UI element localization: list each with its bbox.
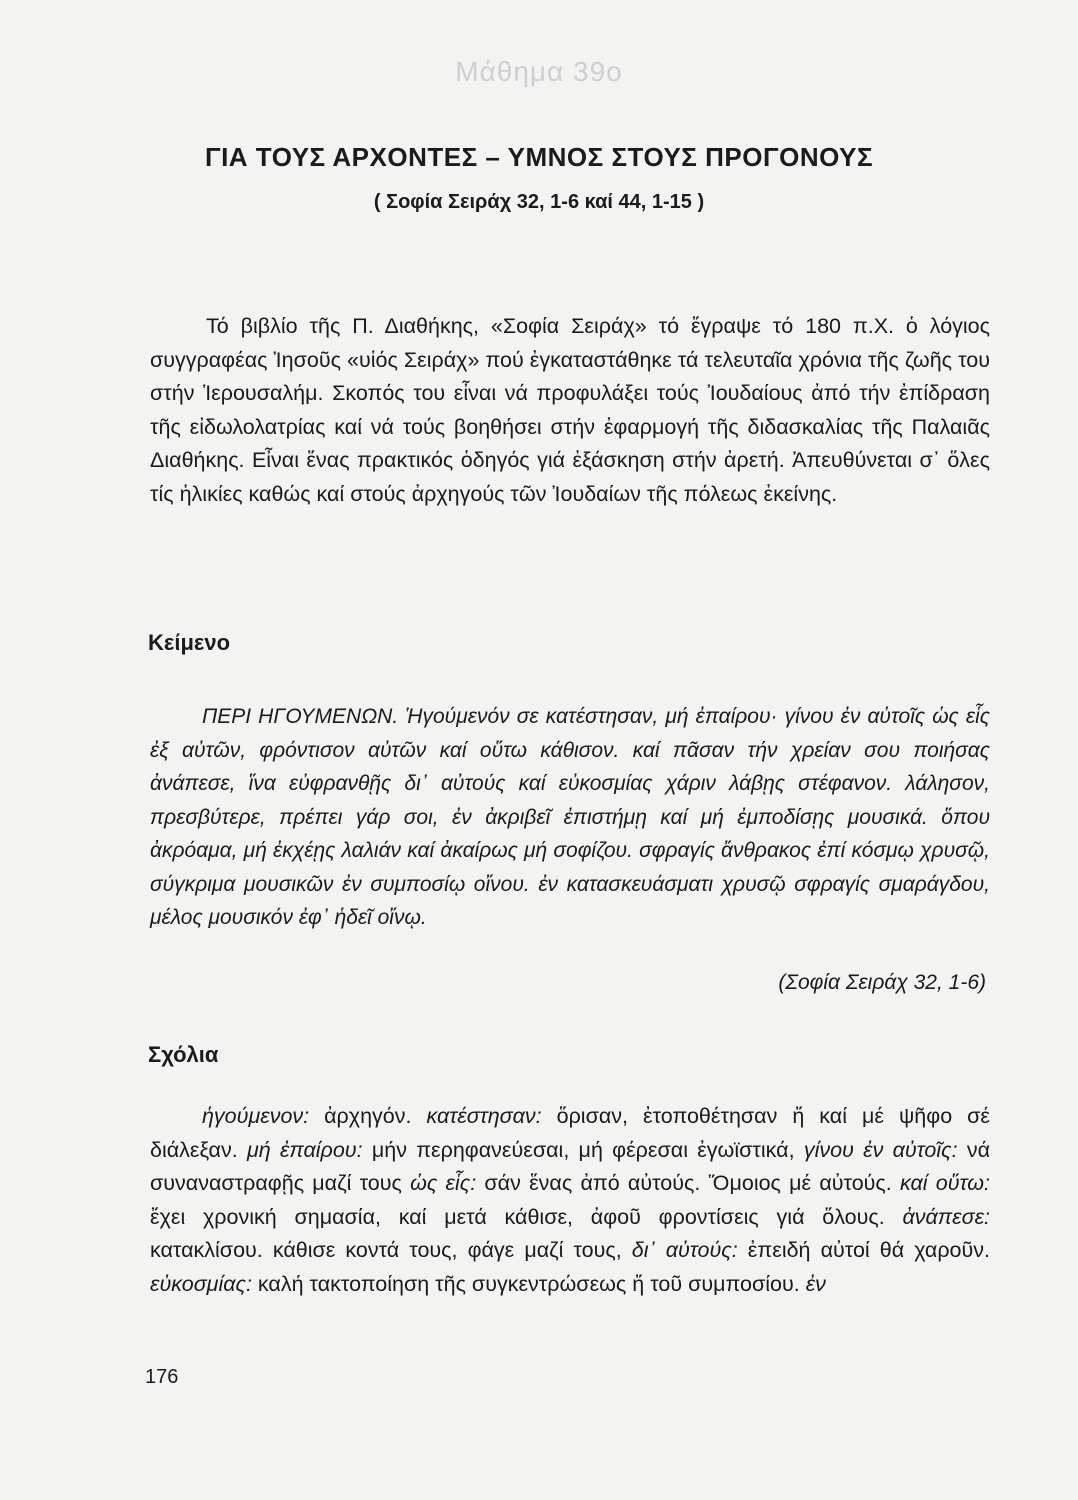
notes-section-heading: Σχόλια: [148, 1042, 219, 1067]
note-gloss: μήν περηφανεύεσαι, μή φέρεσαι ἐγωϊστικά,: [362, 1137, 804, 1162]
lesson-label: Μάθημα 39ο: [455, 56, 623, 87]
note-term: ὡς εἷς:: [410, 1171, 477, 1196]
note-term: ἐν: [805, 1271, 826, 1296]
note-gloss: σάν ἕνας ἀπό αὐτούς. Ὅμοιος μέ αὐτούς.: [476, 1171, 900, 1196]
scripture-text: ΠΕΡΙ ΗΓΟΥΜΕΝΩΝ. Ἡγούμενόν σε κατέστησαν, μή ἐπαίρου· γίνου ἐν αὐτοῖς ὡς εἷς ἐξ αὐτῶν, φρόντισον αὐτῶν καί οὕτω κάθισον. καί πᾶσαν τήν χρείαν σου ποιήσας ἀνάπεσε, ἵνα εὐφρανθῇς δι᾽ αὐτούς καί εὐκοσμίας χάριν λάβῃς στέφανον. λάλησον, πρεσβύτερε, πρέπει γάρ σοι, ἐν ἀκριβεῖ ἐπιστήμῃ καί μή ἐμποδίσῃς μουσικά. ὅπου ἀκρόαμα, μή ἐκχέῃς λαλιάν καί ἀκαίρως μή σοφίζου. σφραγίς ἄνθρακος ἐπί κόσμῳ χρυσῷ, σύγκριμα μουσικῶν ἐν συμποσίῳ οἴνου. ἐν κατασκευάσματι χρυσῷ σφραγίς σμαράγδου, μέλος μουσικόν ἐφ᾽ ἡδεῖ οἴνῳ.: [150, 705, 990, 929]
scripture-citation: (Σοφία Σειράχ 32, 1-6): [778, 971, 986, 994]
note-term: κατέστησαν:: [426, 1104, 542, 1128]
note-gloss: ἐπειδή αὐτοί θά χαροῦν.: [737, 1238, 990, 1263]
note-term: ἀνάπεσε:: [902, 1204, 990, 1229]
note-term: γίνου ἐν αὐτοῖς:: [803, 1137, 958, 1162]
note-term: δι᾽ αὐτούς:: [631, 1238, 738, 1263]
note-gloss: ἀρχηγόν.: [309, 1104, 427, 1128]
notes-paragraph: [150, 1100, 990, 1302]
note-gloss: καλή τακτοποίηση τῆς συγκεντρώσεως ἤ τοῦ συμποσίου.: [251, 1271, 806, 1296]
note-gloss: ὅρισαν, ἐτοποθέτησαν ἤ καί μέ ψῆφο σέ διάλεξαν.: [150, 1104, 991, 1162]
page-number: 176: [145, 1366, 179, 1388]
note-term: μή ἐπαίρου:: [246, 1137, 363, 1162]
note-term: καί οὕτω:: [900, 1171, 990, 1196]
note-term: εὐκοσμίας:: [150, 1271, 252, 1296]
note-gloss: ἔχει χρονική σημασία, καί μετά κάθισε, ἀφοῦ φροντίσεις γιά ὅλους.: [150, 1204, 903, 1229]
note-term: ἡγούμενον:: [202, 1104, 310, 1128]
text-section-heading: Κείμενο: [148, 630, 231, 655]
note-gloss: κατακλίσου. κάθισε κοντά τους, φάγε μαζί τους,: [150, 1238, 632, 1263]
intro-paragraph: Τό βιβλίο τῆς Π. Διαθήκης, «Σοφία Σειράχ» τό ἔγραψε τό 180 π.Χ. ὁ λόγιος συγγραφέας Ἰησοῦς «υἱός Σειράχ» πού ἐγκαταστάθηκε τά τελευταῖα χρόνια τῆς ζωῆς του στήν Ἱερουσαλήμ. Σκοπός του εἶναι νά προφυλάξει τούς Ἰουδαίους ἀπό τήν ἐπίδραση τῆς εἰδωλολατρίας καί νά τούς βοηθήσει στήν ἐφαρμογή τῆς διδασκαλίας τῆς Παλαιᾶς Διαθήκης. Εἶναι ἕνας πρακτικός ὁδηγός γιά ἐξάσκηση στήν ἀρετή. Ἀπευθύνεται σ᾽ ὅλες τίς ἡλικίες καθώς καί στούς ἀρχηγούς τῶν Ἰουδαίων τῆς πόλεως ἐκείνης.: [150, 314, 990, 506]
page-title: ΓΙΑ ΤΟΥΣ ΑΡΧΟΝΤΕΣ – ΥΜΝΟΣ ΣΤΟΥΣ ΠΡΟΓΟΝΟΥΣ: [204, 142, 874, 172]
note-gloss: νά συναναστραφῇς μαζί τους: [150, 1137, 990, 1196]
page-subtitle: ( Σοφία Σειράχ 32, 1-6 καί 44, 1-15 ): [373, 191, 705, 213]
